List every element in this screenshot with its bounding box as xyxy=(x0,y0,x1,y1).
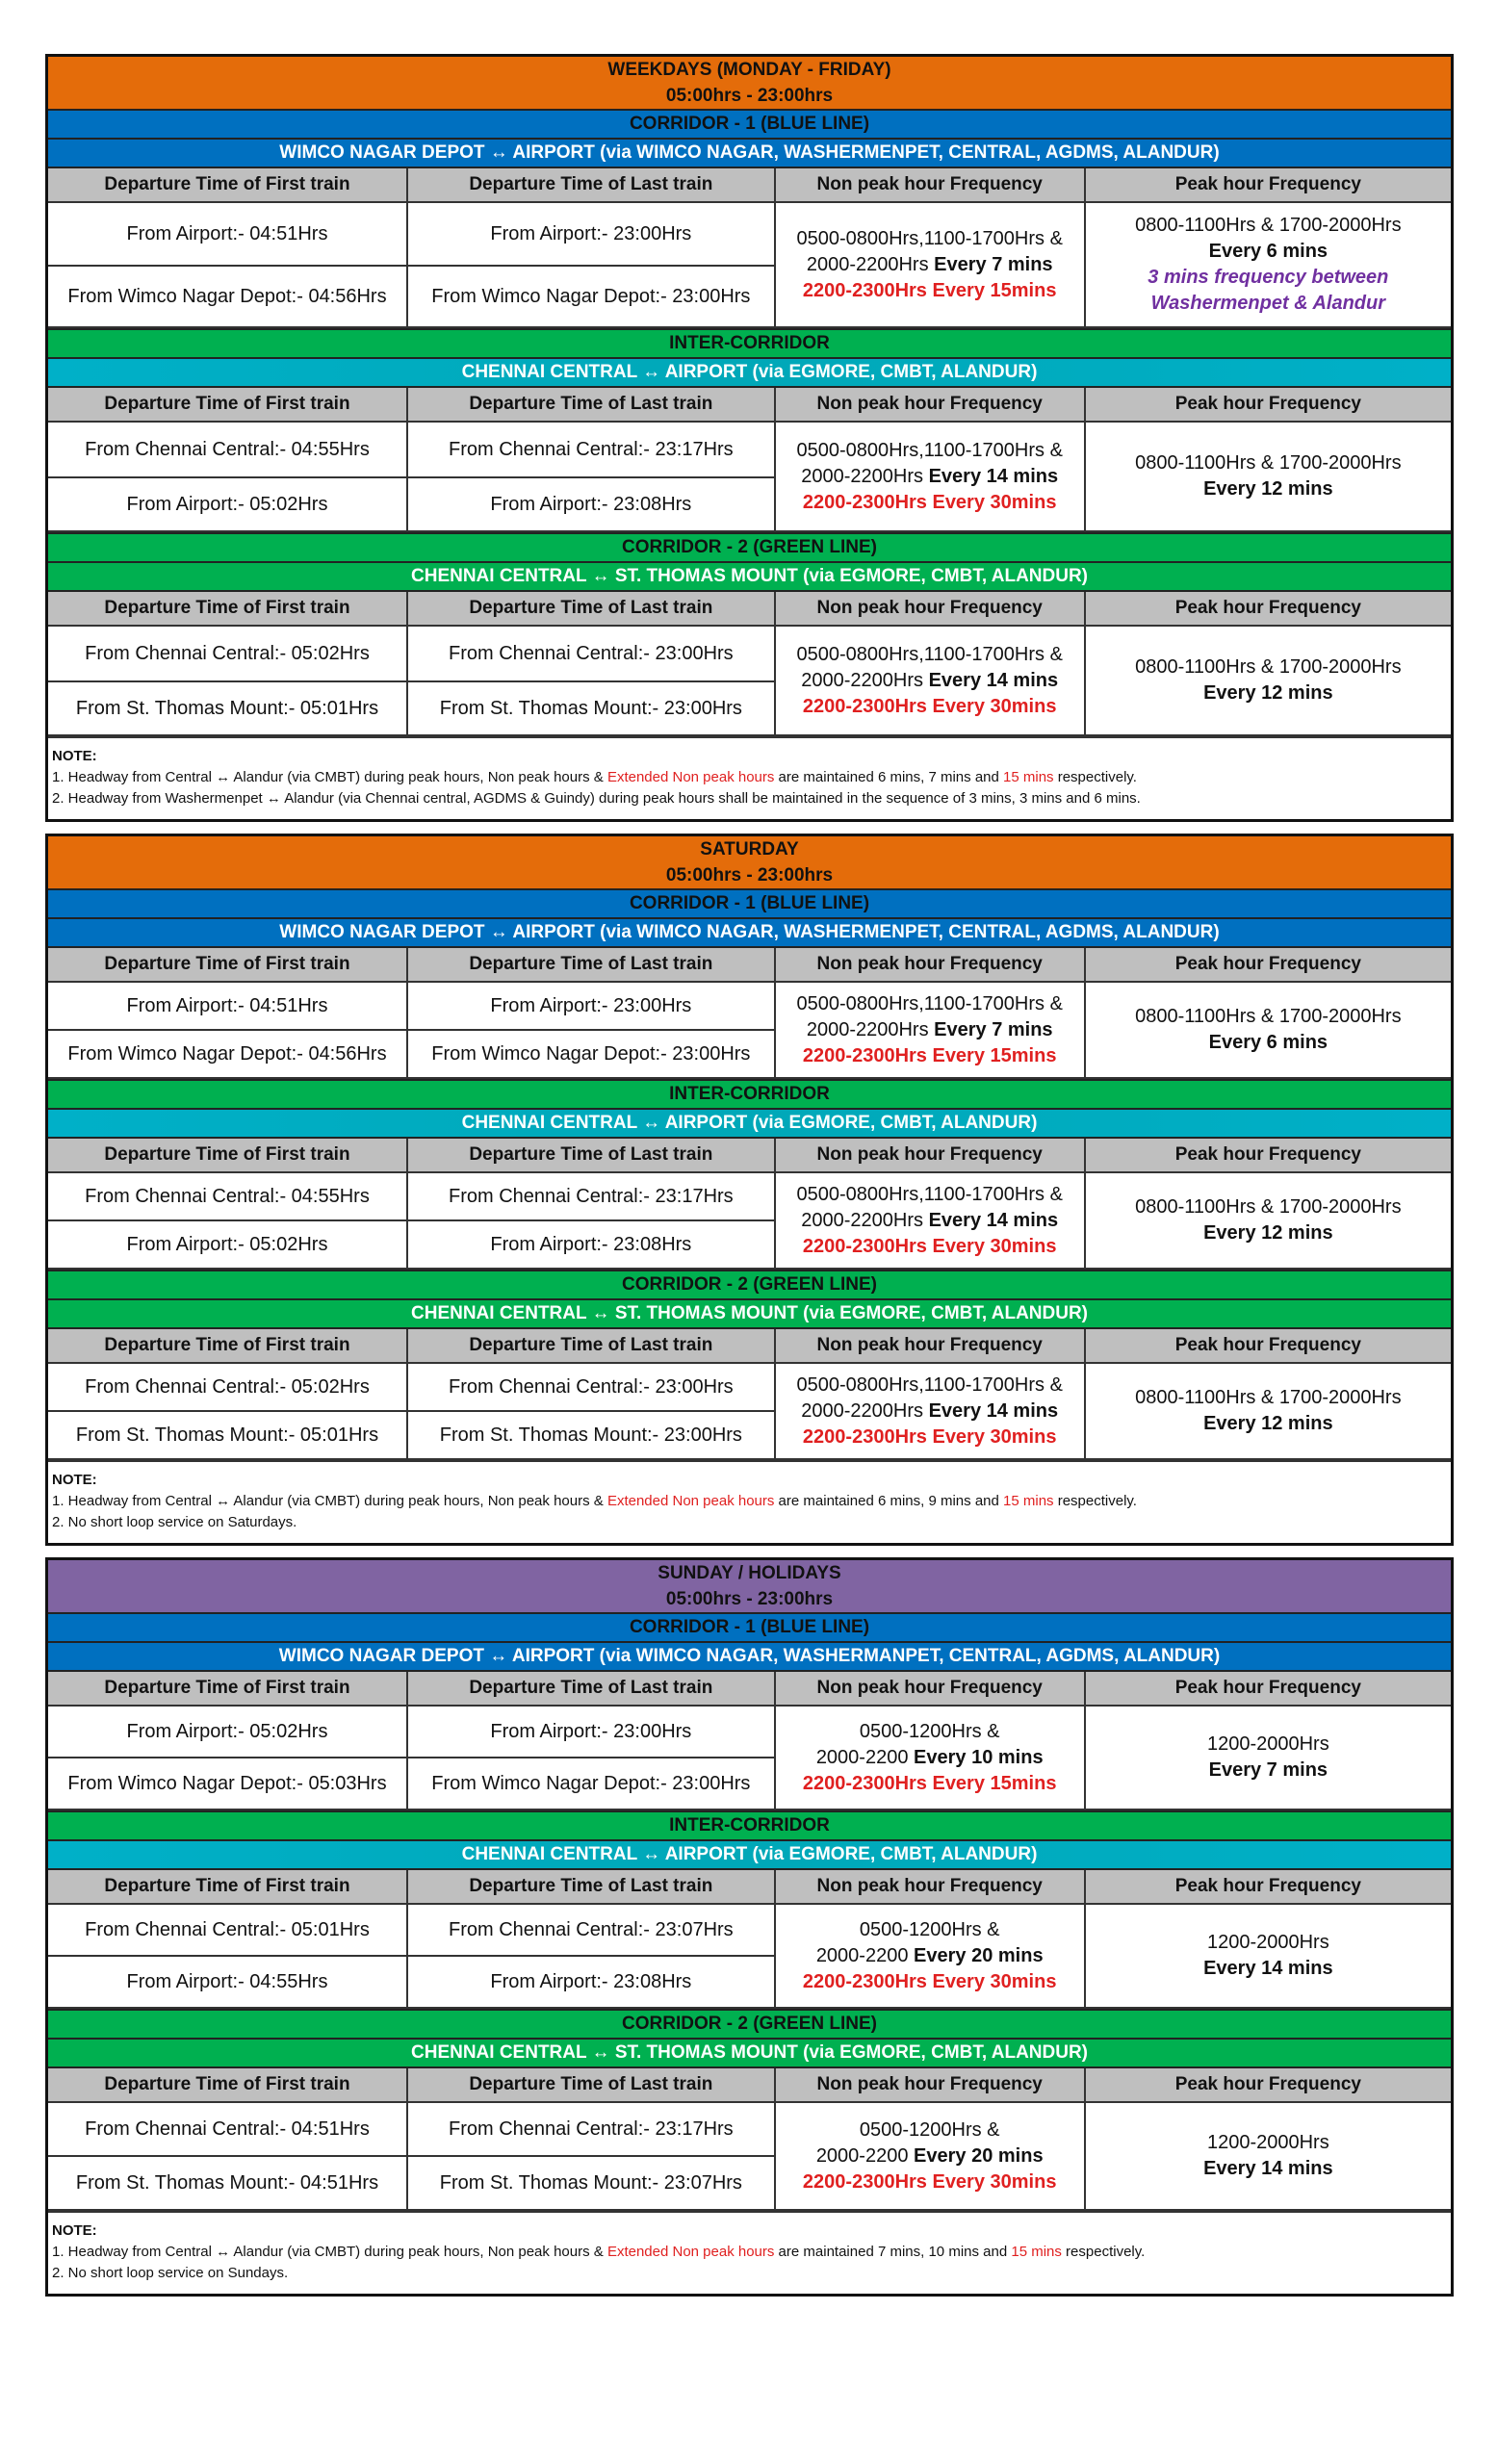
note-line-1: 1. Headway from Central ↔ Alandur (via CMBT) during peak hours, Non peak hours & Extended Non peak hours are maintained 6 mins, 9 mins and 15 mins respectively. xyxy=(52,1493,1137,1509)
header-first-train: Departure Time of First train xyxy=(48,592,407,626)
section-hours: 05:00hrs - 23:00hrs xyxy=(665,865,834,886)
peak-line-1: 0800-1100Hrs & 1700-2000Hrs xyxy=(1135,1006,1402,1027)
peak-frequency xyxy=(1085,1363,1451,1459)
peak-line-1: 1200-2000Hrs xyxy=(1206,1932,1329,1953)
peak-line-4: Washermenpet & Alandur xyxy=(1150,293,1386,314)
nonpeak-frequency xyxy=(775,982,1085,1078)
last-train-1: From Chennai Central:- 23:00Hrs xyxy=(407,1363,775,1411)
peak-line-2: Every 14 mins xyxy=(1203,2158,1333,2179)
last-train-2: From St. Thomas Mount:- 23:00Hrs xyxy=(407,681,775,735)
peak-line-1: 0800-1100Hrs & 1700-2000Hrs xyxy=(1135,656,1402,678)
nonpeak-line-2: 2000-2200 Every 10 mins xyxy=(815,1746,1044,1768)
inter-corridor-route: CHENNAI CENTRAL ↔ AIRPORT (via EGMORE, CMBT, ALANDUR) xyxy=(48,1110,1451,1139)
saturday-header xyxy=(48,836,1451,890)
header-first-train: Departure Time of First train xyxy=(48,1672,407,1706)
last-train-2: From Wimco Nagar Depot:- 23:00Hrs xyxy=(407,1030,775,1078)
nonpeak-line-3: 2200-2300Hrs Every 30mins xyxy=(802,695,1057,717)
note-line-2: 2. No short loop service on Saturdays. xyxy=(52,1514,297,1530)
nonpeak-frequency xyxy=(775,1706,1085,1810)
first-train-2: From St. Thomas Mount:- 04:51Hrs xyxy=(48,2156,407,2210)
nonpeak-line-1: 0500-0800Hrs,1100-1700Hrs & xyxy=(796,439,1063,461)
peak-frequency xyxy=(1085,626,1451,735)
header-last-train: Departure Time of Last train xyxy=(407,1870,775,1904)
header-last-train: Departure Time of Last train xyxy=(407,1139,775,1172)
peak-line-1: 0800-1100Hrs & 1700-2000Hrs xyxy=(1135,1196,1402,1218)
peak-line-2: Every 6 mins xyxy=(1208,241,1328,262)
corridor-2-table xyxy=(48,1329,1451,1460)
first-train-1: From Chennai Central:- 05:02Hrs xyxy=(48,626,407,681)
header-first-train: Departure Time of First train xyxy=(48,2068,407,2102)
first-train-2: From Airport:- 04:55Hrs xyxy=(48,1956,407,2008)
peak-frequency xyxy=(1085,202,1451,327)
corridor-2-label: CORRIDOR - 2 (GREEN LINE) xyxy=(48,532,1451,563)
nonpeak-line-1: 0500-1200Hrs & xyxy=(859,2118,1000,2141)
sunday-header xyxy=(48,1560,1451,1614)
note-title: NOTE: xyxy=(52,748,97,764)
peak-line-1: 0800-1100Hrs & 1700-2000Hrs xyxy=(1135,452,1402,474)
last-train-1: From Chennai Central:- 23:17Hrs xyxy=(407,2102,775,2156)
first-train-1: From Airport:- 05:02Hrs xyxy=(48,1706,407,1758)
peak-frequency xyxy=(1085,1706,1451,1810)
peak-line-2: Every 7 mins xyxy=(1208,1759,1328,1781)
sunday-note xyxy=(48,2211,1451,2294)
header-nonpeak: Non peak hour Frequency xyxy=(775,1139,1085,1172)
header-first-train: Departure Time of First train xyxy=(48,1139,407,1172)
header-last-train: Departure Time of Last train xyxy=(407,168,775,202)
section-hours: 05:00hrs - 23:00hrs xyxy=(665,1589,834,1609)
section-title: WEEKDAYS (MONDAY - FRIDAY) xyxy=(607,60,891,80)
inter-corridor-table xyxy=(48,1870,1451,2009)
note-title: NOTE: xyxy=(52,1472,97,1488)
first-train-2: From St. Thomas Mount:- 05:01Hrs xyxy=(48,1411,407,1459)
note-line-1: 1. Headway from Central ↔ Alandur (via CMBT) during peak hours, Non peak hours & Extended Non peak hours are maintained 6 mins, 7 mins and 15 mins respectively. xyxy=(52,769,1137,785)
last-train-2: From Airport:- 23:08Hrs xyxy=(407,477,775,531)
peak-frequency xyxy=(1085,422,1451,531)
nonpeak-line-1: 0500-0800Hrs,1100-1700Hrs & xyxy=(796,643,1063,665)
nonpeak-frequency xyxy=(775,422,1085,531)
peak-line-2: Every 12 mins xyxy=(1203,1413,1333,1434)
header-nonpeak: Non peak hour Frequency xyxy=(775,168,1085,202)
nonpeak-line-1: 0500-0800Hrs,1100-1700Hrs & xyxy=(796,1183,1063,1205)
corridor-1-label: CORRIDOR - 1 (BLUE LINE) xyxy=(48,1614,1451,1643)
peak-frequency xyxy=(1085,1904,1451,2008)
nonpeak-line-3: 2200-2300Hrs Every 30mins xyxy=(802,1970,1057,1992)
corridor-2-label: CORRIDOR - 2 (GREEN LINE) xyxy=(48,2009,1451,2040)
header-first-train: Departure Time of First train xyxy=(48,168,407,202)
last-train-2: From Airport:- 23:08Hrs xyxy=(407,1220,775,1269)
inter-corridor-label: INTER-CORRIDOR xyxy=(48,1810,1451,1841)
last-train-1: From Airport:- 23:00Hrs xyxy=(407,982,775,1030)
peak-line-2: Every 6 mins xyxy=(1208,1032,1328,1053)
section-hours: 05:00hrs - 23:00hrs xyxy=(665,86,834,106)
corridor-1-table xyxy=(48,948,1451,1079)
header-peak: Peak hour Frequency xyxy=(1085,948,1451,982)
header-peak: Peak hour Frequency xyxy=(1085,592,1451,626)
corridor-2-table xyxy=(48,2068,1451,2211)
header-nonpeak: Non peak hour Frequency xyxy=(775,948,1085,982)
last-train-1: From Chennai Central:- 23:00Hrs xyxy=(407,626,775,681)
section-title: SATURDAY xyxy=(700,839,799,860)
nonpeak-frequency xyxy=(775,2102,1085,2210)
first-train-1: From Chennai Central:- 05:01Hrs xyxy=(48,1904,407,1956)
last-train-1: From Airport:- 23:00Hrs xyxy=(407,1706,775,1758)
last-train-1: From Chennai Central:- 23:17Hrs xyxy=(407,1172,775,1220)
nonpeak-frequency xyxy=(775,1904,1085,2008)
first-train-2: From Airport:- 05:02Hrs xyxy=(48,1220,407,1269)
nonpeak-line-2: 2000-2200Hrs Every 14 mins xyxy=(801,1399,1059,1422)
nonpeak-line-2: 2000-2200Hrs Every 14 mins xyxy=(801,1209,1059,1231)
nonpeak-line-3: 2200-2300Hrs Every 15mins xyxy=(802,1044,1057,1066)
peak-line-1: 0800-1100Hrs & 1700-2000Hrs xyxy=(1135,1387,1402,1408)
peak-line-1: 1200-2000Hrs xyxy=(1206,1733,1329,1755)
nonpeak-line-2: 2000-2200Hrs Every 7 mins xyxy=(806,253,1053,275)
inter-corridor-table xyxy=(48,388,1451,532)
section-title: SUNDAY / HOLIDAYS xyxy=(658,1563,841,1583)
corridor-1-route: WIMCO NAGAR DEPOT ↔ AIRPORT (via WIMCO NAGAR, WASHERMENPET, CENTRAL, AGDMS, ALANDUR) xyxy=(48,140,1451,168)
nonpeak-frequency xyxy=(775,1172,1085,1269)
first-train-2: From Wimco Nagar Depot:- 04:56Hrs xyxy=(48,266,407,327)
first-train-2: From St. Thomas Mount:- 05:01Hrs xyxy=(48,681,407,735)
note-line-2: 2. No short loop service on Sundays. xyxy=(52,2265,289,2281)
inter-corridor-route: CHENNAI CENTRAL ↔ AIRPORT (via EGMORE, CMBT, ALANDUR) xyxy=(48,1841,1451,1870)
sunday-section xyxy=(45,1557,1454,2297)
nonpeak-line-1: 0500-1200Hrs & xyxy=(859,1720,1000,1742)
header-first-train: Departure Time of First train xyxy=(48,388,407,422)
peak-frequency xyxy=(1085,982,1451,1078)
corridor-1-table xyxy=(48,1672,1451,1810)
peak-frequency xyxy=(1085,2102,1451,2210)
peak-line-2: Every 12 mins xyxy=(1203,1222,1333,1244)
nonpeak-line-2: 2000-2200Hrs Every 14 mins xyxy=(801,465,1059,487)
first-train-2: From Wimco Nagar Depot:- 04:56Hrs xyxy=(48,1030,407,1078)
nonpeak-line-1: 0500-1200Hrs & xyxy=(859,1918,1000,1940)
weekdays-header xyxy=(48,57,1451,111)
last-train-2: From St. Thomas Mount:- 23:07Hrs xyxy=(407,2156,775,2210)
header-peak: Peak hour Frequency xyxy=(1085,388,1451,422)
header-last-train: Departure Time of Last train xyxy=(407,948,775,982)
first-train-2: From Airport:- 05:02Hrs xyxy=(48,477,407,531)
corridor-2-table xyxy=(48,592,1451,736)
header-nonpeak: Non peak hour Frequency xyxy=(775,1672,1085,1706)
first-train-2: From Wimco Nagar Depot:- 05:03Hrs xyxy=(48,1758,407,1810)
nonpeak-line-1: 0500-0800Hrs,1100-1700Hrs & xyxy=(796,227,1063,249)
corridor-2-route: CHENNAI CENTRAL ↔ ST. THOMAS MOUNT (via EGMORE, CMBT, ALANDUR) xyxy=(48,1300,1451,1329)
note-title: NOTE: xyxy=(52,2222,97,2239)
inter-corridor-label: INTER-CORRIDOR xyxy=(48,328,1451,359)
last-train-1: From Airport:- 23:00Hrs xyxy=(407,202,775,266)
last-train-2: From Wimco Nagar Depot:- 23:00Hrs xyxy=(407,1758,775,1810)
corridor-1-label: CORRIDOR - 1 (BLUE LINE) xyxy=(48,890,1451,919)
nonpeak-line-2: 2000-2200 Every 20 mins xyxy=(815,1944,1044,1966)
nonpeak-line-3: 2200-2300Hrs Every 30mins xyxy=(802,2170,1057,2193)
note-line-2: 2. Headway from Washermenpet ↔ Alandur (via Chennai central, AGDMS & Guindy) during peak hours shall be maintained in the sequence of 3 mins, 3 mins and 6 mins. xyxy=(52,790,1141,807)
header-peak: Peak hour Frequency xyxy=(1085,1672,1451,1706)
nonpeak-line-1: 0500-0800Hrs,1100-1700Hrs & xyxy=(796,992,1063,1014)
header-nonpeak: Non peak hour Frequency xyxy=(775,2068,1085,2102)
nonpeak-line-2: 2000-2200 Every 20 mins xyxy=(815,2144,1044,2167)
nonpeak-line-3: 2200-2300Hrs Every 15mins xyxy=(802,279,1057,301)
nonpeak-line-2: 2000-2200Hrs Every 7 mins xyxy=(806,1018,1053,1040)
nonpeak-line-1: 0500-0800Hrs,1100-1700Hrs & xyxy=(796,1373,1063,1396)
nonpeak-frequency xyxy=(775,626,1085,735)
weekdays-note xyxy=(48,736,1451,819)
header-nonpeak: Non peak hour Frequency xyxy=(775,388,1085,422)
peak-line-1: 0800-1100Hrs & 1700-2000Hrs xyxy=(1135,215,1402,236)
header-last-train: Departure Time of Last train xyxy=(407,592,775,626)
inter-corridor-label: INTER-CORRIDOR xyxy=(48,1079,1451,1110)
corridor-2-label: CORRIDOR - 2 (GREEN LINE) xyxy=(48,1270,1451,1300)
last-train-1: From Chennai Central:- 23:17Hrs xyxy=(407,422,775,477)
saturday-section xyxy=(45,834,1454,1546)
corridor-2-route: CHENNAI CENTRAL ↔ ST. THOMAS MOUNT (via EGMORE, CMBT, ALANDUR) xyxy=(48,2040,1451,2068)
nonpeak-line-3: 2200-2300Hrs Every 15mins xyxy=(802,1772,1057,1794)
header-nonpeak: Non peak hour Frequency xyxy=(775,1329,1085,1363)
first-train-1: From Chennai Central:- 04:55Hrs xyxy=(48,1172,407,1220)
header-last-train: Departure Time of Last train xyxy=(407,388,775,422)
last-train-2: From Wimco Nagar Depot:- 23:00Hrs xyxy=(407,266,775,327)
corridor-1-table xyxy=(48,168,1451,328)
inter-corridor-route: CHENNAI CENTRAL ↔ AIRPORT (via EGMORE, CMBT, ALANDUR) xyxy=(48,359,1451,388)
note-line-1: 1. Headway from Central ↔ Alandur (via CMBT) during peak hours, Non peak hours & Extended Non peak hours are maintained 7 mins, 10 mins and 15 mins respectively. xyxy=(52,2244,1146,2260)
corridor-1-route: WIMCO NAGAR DEPOT ↔ AIRPORT (via WIMCO NAGAR, WASHERMANPET, CENTRAL, AGDMS, ALANDUR) xyxy=(48,1643,1451,1672)
corridor-2-route: CHENNAI CENTRAL ↔ ST. THOMAS MOUNT (via EGMORE, CMBT, ALANDUR) xyxy=(48,563,1451,592)
peak-line-2: Every 12 mins xyxy=(1203,478,1333,500)
header-last-train: Departure Time of Last train xyxy=(407,2068,775,2102)
header-peak: Peak hour Frequency xyxy=(1085,1870,1451,1904)
first-train-1: From Chennai Central:- 04:51Hrs xyxy=(48,2102,407,2156)
header-peak: Peak hour Frequency xyxy=(1085,2068,1451,2102)
metro-timetable xyxy=(45,54,1454,2308)
header-peak: Peak hour Frequency xyxy=(1085,1139,1451,1172)
nonpeak-line-2: 2000-2200Hrs Every 14 mins xyxy=(801,669,1059,691)
peak-frequency xyxy=(1085,1172,1451,1269)
header-first-train: Departure Time of First train xyxy=(48,1329,407,1363)
header-nonpeak: Non peak hour Frequency xyxy=(775,592,1085,626)
last-train-2: From Airport:- 23:08Hrs xyxy=(407,1956,775,2008)
header-nonpeak: Non peak hour Frequency xyxy=(775,1870,1085,1904)
nonpeak-frequency xyxy=(775,1363,1085,1459)
nonpeak-line-3: 2200-2300Hrs Every 30mins xyxy=(802,491,1057,513)
first-train-1: From Airport:- 04:51Hrs xyxy=(48,202,407,266)
weekdays-section xyxy=(45,54,1454,822)
header-peak: Peak hour Frequency xyxy=(1085,1329,1451,1363)
peak-line-2: Every 14 mins xyxy=(1203,1958,1333,1979)
peak-line-2: Every 12 mins xyxy=(1203,682,1333,704)
first-train-1: From Chennai Central:- 04:55Hrs xyxy=(48,422,407,477)
header-peak: Peak hour Frequency xyxy=(1085,168,1451,202)
nonpeak-line-3: 2200-2300Hrs Every 30mins xyxy=(802,1235,1057,1257)
header-first-train: Departure Time of First train xyxy=(48,948,407,982)
header-last-train: Departure Time of Last train xyxy=(407,1672,775,1706)
peak-line-3: 3 mins frequency between xyxy=(1148,267,1389,288)
nonpeak-line-3: 2200-2300Hrs Every 30mins xyxy=(802,1425,1057,1448)
peak-line-1: 1200-2000Hrs xyxy=(1206,2132,1329,2153)
last-train-1: From Chennai Central:- 23:07Hrs xyxy=(407,1904,775,1956)
nonpeak-frequency xyxy=(775,202,1085,327)
first-train-1: From Airport:- 04:51Hrs xyxy=(48,982,407,1030)
saturday-note xyxy=(48,1460,1451,1543)
corridor-1-route: WIMCO NAGAR DEPOT ↔ AIRPORT (via WIMCO NAGAR, WASHERMENPET, CENTRAL, AGDMS, ALANDUR) xyxy=(48,919,1451,948)
last-train-2: From St. Thomas Mount:- 23:00Hrs xyxy=(407,1411,775,1459)
first-train-1: From Chennai Central:- 05:02Hrs xyxy=(48,1363,407,1411)
header-first-train: Departure Time of First train xyxy=(48,1870,407,1904)
header-last-train: Departure Time of Last train xyxy=(407,1329,775,1363)
corridor-1-label: CORRIDOR - 1 (BLUE LINE) xyxy=(48,111,1451,140)
inter-corridor-table xyxy=(48,1139,1451,1270)
